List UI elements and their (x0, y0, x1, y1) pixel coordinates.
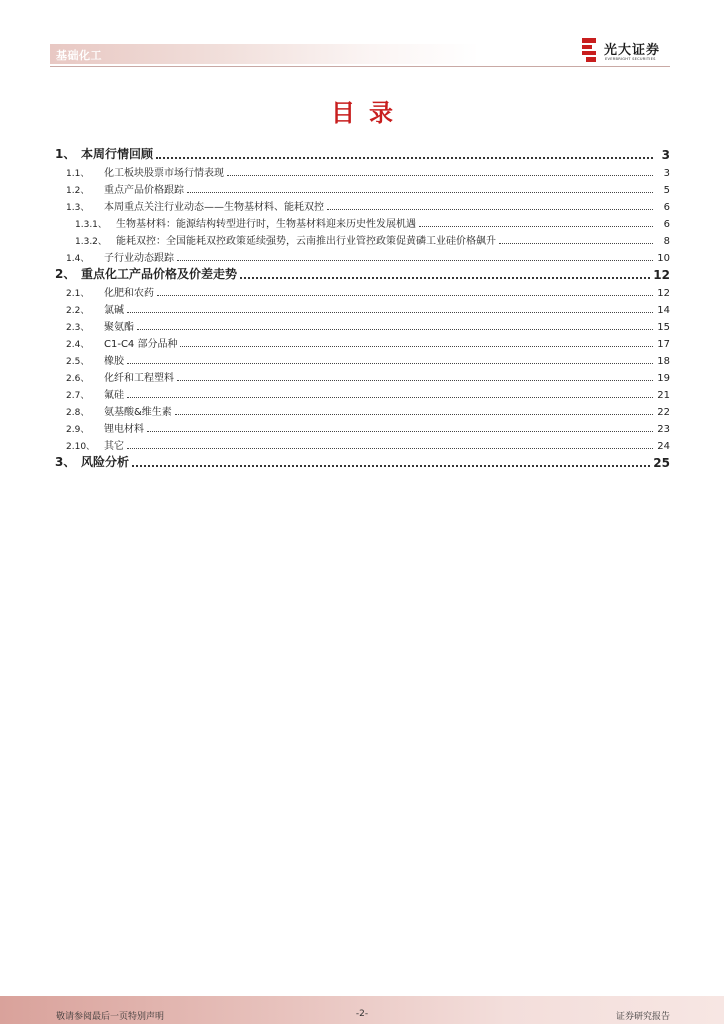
footer-disclaimer: 敬请参阅最后一页特别声明 (56, 1012, 165, 1022)
toc-leader-dots (499, 239, 653, 244)
toc-leader-dots (127, 444, 653, 449)
toc-entry-label: 聚氨酯 (104, 322, 134, 333)
header-band (50, 44, 480, 64)
toc-entry-page: 21 (657, 390, 670, 401)
toc-entry[interactable] (55, 401, 670, 418)
toc-entry-page: 6 (663, 219, 670, 230)
toc-entry-page: 22 (657, 407, 670, 418)
toc-leader-dots (127, 393, 653, 398)
toc-entry-number: 2.8、 (66, 408, 90, 418)
toc-entry[interactable] (55, 367, 670, 384)
toc-entry[interactable] (55, 179, 670, 196)
toc-entry[interactable] (55, 452, 670, 470)
toc-entry[interactable] (55, 418, 670, 435)
toc-leader-dots (177, 376, 653, 381)
toc-entry[interactable] (55, 384, 670, 401)
toc-entry[interactable] (55, 435, 670, 452)
toc-leader-dots (127, 359, 653, 364)
toc-entry-page: 25 (653, 456, 670, 470)
toc-leader-dots (147, 427, 653, 432)
toc-entry-number: 2.7、 (66, 391, 90, 401)
toc-entry[interactable] (55, 299, 670, 316)
toc-entry-number: 1.2、 (66, 186, 90, 196)
toc-leader-dots (132, 461, 650, 467)
toc-leader-dots (327, 205, 653, 210)
toc-leader-dots (419, 222, 653, 227)
toc-entry[interactable] (55, 213, 670, 230)
toc-entry-number: 1.3、 (66, 203, 90, 213)
toc-entry[interactable] (55, 230, 670, 247)
toc-entry-page: 24 (657, 441, 670, 452)
toc-entry-number: 2.6、 (66, 374, 90, 384)
toc-entry-page: 6 (663, 202, 670, 213)
toc-entry-label: 本周重点关注行业动态——生物基材料、能耗双控 (104, 202, 324, 213)
toc-entry-page: 17 (657, 339, 670, 350)
toc-entry-label: C1-C4 部分品种 (104, 339, 178, 350)
toc-leader-dots (157, 291, 653, 296)
footer-report-type: 证券研究报告 (615, 1012, 670, 1022)
header-section-title: 基础化工 (56, 49, 102, 62)
toc-entry-number: 2.1、 (66, 289, 90, 299)
toc-entry-number: 2.5、 (66, 357, 90, 367)
toc-entry-number: 1.1、 (66, 169, 90, 179)
toc-entry-label: 其它 (104, 441, 124, 452)
toc-entry-page: 5 (663, 185, 670, 196)
toc-entry-page: 8 (663, 236, 670, 247)
toc-entry-label: 重点化工产品价格及价差走势 (81, 267, 238, 281)
toc-entry-label: 氟硅 (104, 390, 124, 401)
toc-entry-number: 2.2、 (66, 306, 90, 316)
toc-entry-label: 生物基材料：能源结构转型进行时，生物基材料迎来历史性发展机遇 (116, 219, 416, 230)
toc-entry-number: 1、 (55, 147, 76, 161)
toc-entry-number: 2.4、 (66, 340, 90, 350)
toc-leader-dots (240, 273, 650, 279)
toc-entry[interactable] (55, 162, 670, 179)
toc-entry-page: 12 (653, 268, 670, 282)
toc-leader-dots (175, 410, 653, 415)
toc-entry-number: 2.9、 (66, 425, 90, 435)
toc-leader-dots (137, 325, 653, 330)
toc-entry[interactable] (55, 196, 670, 213)
toc-entry-page: 23 (657, 424, 670, 435)
toc-entry-page: 15 (657, 322, 670, 333)
header-divider (50, 66, 670, 67)
toc-entry[interactable] (55, 264, 670, 282)
toc-entry[interactable] (55, 350, 670, 367)
toc-leader-dots (177, 256, 653, 261)
toc-entry[interactable] (55, 316, 670, 333)
toc-entry-page: 3 (661, 148, 670, 162)
toc-entry-number: 2.3、 (66, 323, 90, 333)
toc-entry-label: 氨基酸&维生素 (104, 407, 172, 418)
toc-entry-label: 化肥和农药 (104, 288, 154, 299)
toc-entry-label: 能耗双控：全国能耗双控政策延续强势，云南推出行业管控政策促黄磷工业硅价格飙升 (116, 236, 496, 247)
toc-entry-label: 橡胶 (104, 356, 124, 367)
toc-entry-label: 重点产品价格跟踪 (104, 185, 184, 196)
toc-leader-dots (227, 171, 653, 176)
toc-leader-dots (180, 342, 653, 347)
toc-leader-dots (187, 188, 653, 193)
toc-entry-page: 12 (657, 288, 670, 299)
toc-entry-label: 锂电材料 (104, 424, 144, 435)
footer-page-number: -2- (355, 1009, 369, 1019)
toc-entry-page: 14 (657, 305, 670, 316)
logo-english-name: EVERBRIGHT SECURITIES (605, 57, 656, 61)
toc-entry-page: 19 (657, 373, 670, 384)
toc-entry-page: 18 (657, 356, 670, 367)
toc-entry-number: 1.3.2、 (75, 237, 107, 247)
logo-mark-icon (581, 38, 597, 62)
table-of-contents (55, 144, 670, 470)
toc-entry-label: 风险分析 (81, 455, 130, 469)
toc-entry-label: 氯碱 (104, 305, 124, 316)
toc-entry-label: 化纤和工程塑料 (104, 373, 174, 384)
toc-entry-label: 化工板块股票市场行情表现 (104, 168, 224, 179)
toc-leader-dots (156, 153, 653, 159)
toc-entry[interactable] (55, 333, 670, 350)
toc-entry-label: 子行业动态跟踪 (104, 253, 174, 264)
toc-entry[interactable] (55, 282, 670, 299)
logo-name: 光大证券 (604, 43, 661, 58)
toc-title: 目录 (331, 99, 407, 127)
toc-entry-number: 2、 (55, 267, 76, 281)
toc-entry-number: 2.10、 (66, 442, 96, 452)
company-logo (581, 38, 673, 64)
toc-entry-number: 1.4、 (66, 254, 90, 264)
toc-entry[interactable] (55, 144, 670, 162)
toc-leader-dots (127, 308, 653, 313)
toc-entry[interactable] (55, 247, 670, 264)
toc-entry-page: 10 (657, 253, 670, 264)
toc-entry-page: 3 (663, 168, 670, 179)
toc-entry-label: 本周行情回顾 (81, 147, 154, 161)
toc-entry-number: 3、 (55, 455, 76, 469)
toc-entry-number: 1.3.1、 (75, 220, 107, 230)
